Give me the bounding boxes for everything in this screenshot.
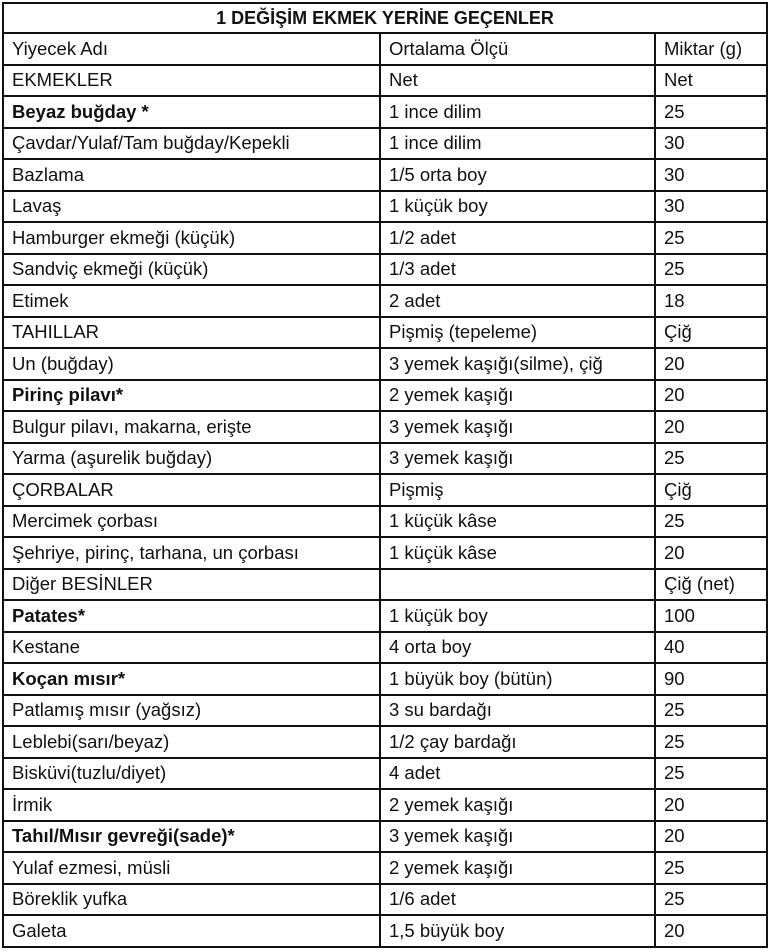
food-name-cell: Beyaz buğday * xyxy=(3,96,380,128)
table-header-row xyxy=(3,33,767,65)
amount-cell: 25 xyxy=(655,726,767,758)
food-name-cell: ÇORBALAR xyxy=(3,474,380,506)
amount-cell: 25 xyxy=(655,695,767,727)
measure-cell: 3 yemek kaşığı xyxy=(380,443,655,475)
table-title: 1 DEĞİŞİM EKMEK YERİNE GEÇENLER xyxy=(3,3,767,33)
food-name-cell: Çavdar/Yulaf/Tam buğday/Kepekli xyxy=(3,128,380,160)
food-name-cell: TAHILLAR xyxy=(3,317,380,349)
amount-cell: Çiğ (net) xyxy=(655,569,767,601)
amount-cell: 20 xyxy=(655,537,767,569)
amount-cell: 40 xyxy=(655,632,767,664)
food-name-cell: Mercimek çorbası xyxy=(3,506,380,538)
food-name-cell: Lavaş xyxy=(3,191,380,223)
table-row xyxy=(3,758,767,790)
amount-cell: 25 xyxy=(655,443,767,475)
amount-cell: Çiğ xyxy=(655,317,767,349)
amount-cell: 100 xyxy=(655,600,767,632)
table-row xyxy=(3,285,767,317)
food-name-cell: Yarma (aşurelik buğday) xyxy=(3,443,380,475)
amount-cell: 20 xyxy=(655,380,767,412)
table-row xyxy=(3,380,767,412)
measure-cell: 2 adet xyxy=(380,285,655,317)
table-row xyxy=(3,96,767,128)
table-title-row xyxy=(3,3,767,33)
measure-cell: Net xyxy=(380,65,655,97)
amount-cell: 25 xyxy=(655,222,767,254)
measure-cell: 1/6 adet xyxy=(380,884,655,916)
exchange-table xyxy=(2,2,768,948)
amount-cell: 20 xyxy=(655,821,767,853)
measure-cell: 3 yemek kaşığı xyxy=(380,411,655,443)
table-row xyxy=(3,443,767,475)
table-row xyxy=(3,411,767,443)
measure-cell: 1/3 adet xyxy=(380,254,655,286)
food-name-cell: Pirinç pilavı* xyxy=(3,380,380,412)
food-name-cell: Kestane xyxy=(3,632,380,664)
table-row xyxy=(3,789,767,821)
amount-cell: 18 xyxy=(655,285,767,317)
amount-cell: 25 xyxy=(655,254,767,286)
table-row xyxy=(3,128,767,160)
column-header-amount: Miktar (g) xyxy=(655,33,767,65)
amount-cell: 20 xyxy=(655,411,767,443)
table-row xyxy=(3,348,767,380)
amount-cell: 25 xyxy=(655,758,767,790)
amount-cell: 30 xyxy=(655,191,767,223)
food-name-cell: Koçan mısır* xyxy=(3,663,380,695)
table-row xyxy=(3,65,767,97)
measure-cell: 1 ince dilim xyxy=(380,96,655,128)
measure-cell: 3 su bardağı xyxy=(380,695,655,727)
table-row xyxy=(3,317,767,349)
table-row xyxy=(3,600,767,632)
table-row xyxy=(3,821,767,853)
food-name-cell: Tahıl/Mısır gevreği(sade)* xyxy=(3,821,380,853)
measure-cell: 1/2 çay bardağı xyxy=(380,726,655,758)
amount-cell: 25 xyxy=(655,96,767,128)
food-name-cell: Bulgur pilavı, makarna, erişte xyxy=(3,411,380,443)
measure-cell: 2 yemek kaşığı xyxy=(380,852,655,884)
table-row xyxy=(3,537,767,569)
food-name-cell: Patlamış mısır (yağsız) xyxy=(3,695,380,727)
column-header-food-name: Yiyecek Adı xyxy=(3,33,380,65)
table-row xyxy=(3,254,767,286)
food-name-cell: EKMEKLER xyxy=(3,65,380,97)
measure-cell: Pişmiş xyxy=(380,474,655,506)
food-name-cell: Şehriye, pirinç, tarhana, un çorbası xyxy=(3,537,380,569)
table-row xyxy=(3,191,767,223)
table-body xyxy=(3,3,767,947)
food-name-cell: Leblebi(sarı/beyaz) xyxy=(3,726,380,758)
measure-cell: 1 küçük boy xyxy=(380,600,655,632)
amount-cell: Çiğ xyxy=(655,474,767,506)
food-name-cell: Böreklik yufka xyxy=(3,884,380,916)
amount-cell: 25 xyxy=(655,884,767,916)
measure-cell: 1 küçük kâse xyxy=(380,537,655,569)
measure-cell: 3 yemek kaşığı xyxy=(380,821,655,853)
amount-cell: 20 xyxy=(655,915,767,947)
amount-cell: 30 xyxy=(655,159,767,191)
table-row xyxy=(3,569,767,601)
table-row xyxy=(3,506,767,538)
amount-cell: Net xyxy=(655,65,767,97)
measure-cell: 1,5 büyük boy xyxy=(380,915,655,947)
measure-cell: 4 adet xyxy=(380,758,655,790)
column-header-average-measure: Ortalama Ölçü xyxy=(380,33,655,65)
food-name-cell: Bazlama xyxy=(3,159,380,191)
measure-cell: 2 yemek kaşığı xyxy=(380,380,655,412)
food-name-cell: Un (buğday) xyxy=(3,348,380,380)
table-row xyxy=(3,852,767,884)
measure-cell: 1/2 adet xyxy=(380,222,655,254)
table-row xyxy=(3,159,767,191)
measure-cell: 1 ince dilim xyxy=(380,128,655,160)
measure-cell: 1 küçük kâse xyxy=(380,506,655,538)
table-row xyxy=(3,663,767,695)
table-row xyxy=(3,474,767,506)
table-row xyxy=(3,726,767,758)
measure-cell xyxy=(380,569,655,601)
measure-cell: 3 yemek kaşığı(silme), çiğ xyxy=(380,348,655,380)
measure-cell: 1 büyük boy (bütün) xyxy=(380,663,655,695)
amount-cell: 90 xyxy=(655,663,767,695)
measure-cell: 4 orta boy xyxy=(380,632,655,664)
amount-cell: 25 xyxy=(655,852,767,884)
measure-cell: 2 yemek kaşığı xyxy=(380,789,655,821)
food-name-cell: Hamburger ekmeği (küçük) xyxy=(3,222,380,254)
amount-cell: 30 xyxy=(655,128,767,160)
measure-cell: 1 küçük boy xyxy=(380,191,655,223)
food-name-cell: Galeta xyxy=(3,915,380,947)
food-name-cell: Yulaf ezmesi, müsli xyxy=(3,852,380,884)
table-row xyxy=(3,632,767,664)
amount-cell: 20 xyxy=(655,789,767,821)
food-name-cell: Patates* xyxy=(3,600,380,632)
table-row xyxy=(3,884,767,916)
food-name-cell: İrmik xyxy=(3,789,380,821)
food-name-cell: Etimek xyxy=(3,285,380,317)
measure-cell: Pişmiş (tepeleme) xyxy=(380,317,655,349)
amount-cell: 25 xyxy=(655,506,767,538)
table-row xyxy=(3,915,767,947)
food-name-cell: Diğer BESİNLER xyxy=(3,569,380,601)
table-row xyxy=(3,695,767,727)
food-name-cell: Bisküvi(tuzlu/diyet) xyxy=(3,758,380,790)
table-row xyxy=(3,222,767,254)
amount-cell: 20 xyxy=(655,348,767,380)
measure-cell: 1/5 orta boy xyxy=(380,159,655,191)
food-name-cell: Sandviç ekmeği (küçük) xyxy=(3,254,380,286)
